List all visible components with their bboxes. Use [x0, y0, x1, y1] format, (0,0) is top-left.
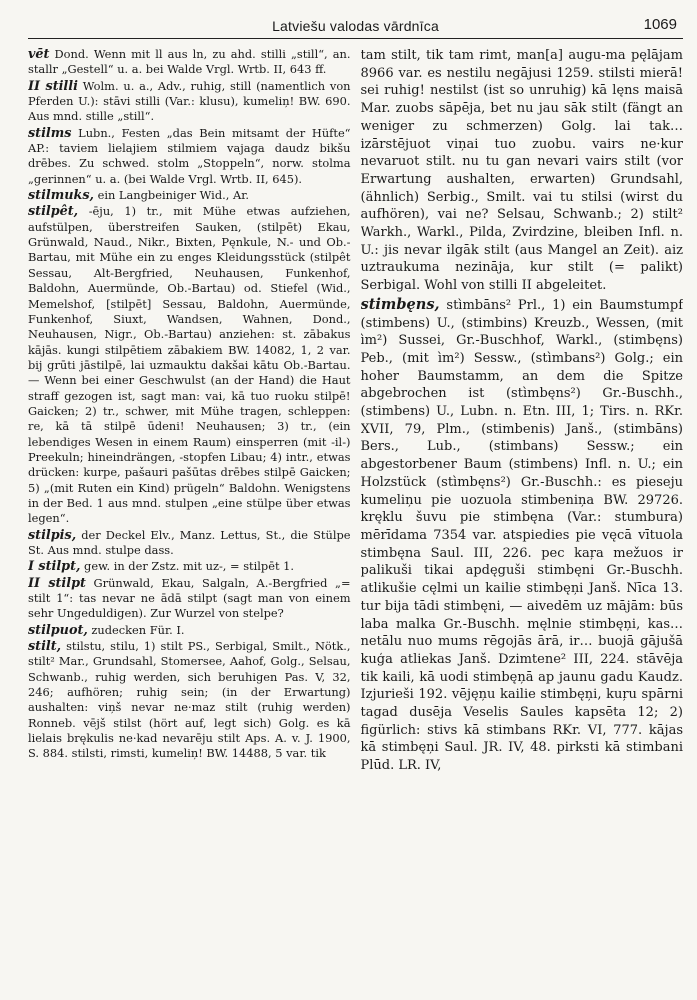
entry-headword: II stilpt: [28, 575, 86, 591]
entry-headword: stilpuot,: [28, 622, 88, 638]
page-header: [28, 14, 683, 39]
dictionary-entry: [28, 47, 351, 78]
dictionary-entry: [361, 296, 684, 775]
entry-headword: vēt: [28, 47, 50, 62]
dictionary-entry: [28, 126, 351, 187]
entry-headword: stilms: [28, 125, 72, 141]
entry-text: stilstu, stilu, 1) stilt PS., Serbigal, Smilt., Nötk., stilt² Mar., Grundsahl, Stomersee, Aahof, Golg., Selsau, Schwanb., ruhig werden, sich beruhigen Pas. V, 32, 246; aufhören; ruhig sein; (in der Erwartung) aushalten: viņš nevar ne·maz stilt (ruhig werden) Ronneb. vējš stilst (hört auf, legt sich) Golg. es kā lielais brękulis ne·kad nevarēju stilt Aps. A. v. J. 1900, S. 884. stilsti, rimsti, kumeliņ! BW. 14488, 5 var. tik: [28, 639, 351, 761]
dictionary-entry: [28, 623, 351, 638]
entry-headword: II stilli: [28, 78, 78, 94]
dictionary-entry: [28, 79, 351, 125]
entry-headword: stilpêt,: [28, 204, 79, 220]
two-column-body: [28, 47, 683, 999]
entry-text: Wolm. u. a., Adv., ruhig, still (namentlich von Pferden U.): stāvi stilli (Var.: klusu), kumeliņ! BW. 690. Aus mnd. stille „still“.: [28, 78, 351, 124]
entry-text: -ēju, 1) tr., mit Mühe etwas aufziehen, aufstülpen, überstreifen Sauken, (stilpēt) Ekau, Grünwald, Naud., Nikr., Bixten, Pęnkule, N.- und Ob.-Bartau, mit Mühe ein zu enges Kleidungsstück (stilpêt Sessau, Alt-Bergfried, Neuhausen, Funkenhof, Baldohn, Auermünde, Ob.-Bartau) od. Stiefel (Wid., Memelshof, [stilpēt] Sessau, Baldohn, Auermünde, Funkenhof, Siuxt, Wandsen, Wahnen, Dond., Neuhausen, Nigr., Ob.-Bartau) anziehen: st. zābakus kājās. kungi stilpētiem zābakiem BW. 14082, 1, 2 var. bij grūti jāstilpē, lai uzmauktu dakšai kātu Ob.-Bartau. — Wenn bei einer Geschwulst (an der Hand) die Haut straff gezogen ist, sagt man: vai, kā tuo ruoku stilpē! Gaicken; 2) tr., schwer, mit Mühe tragen, schleppen: re, kā tā stilpē ūdeni! Neuhausen; 3) tr., (ein lebendiges Wesen in einem Raum) einsperren (mit -il-) Preekuln; hineindrängen, -stopfen Libau; 4) intr., etwas drücken: kurpe, pašauri pašūtas drēbes stilpē Gaicken; 5) „(mit Ruten ein Kind) prügeln“ Baldohn. Wenigstens in der Bed. 1 aus mnd. stulpen „eine stülpe über etwas legen“.: [28, 204, 351, 526]
dictionary-entry: [28, 204, 351, 526]
right-column: [361, 47, 684, 999]
dictionary-entry: [28, 188, 351, 203]
entry-headword: stimbęns,: [360, 295, 440, 313]
running-title: Latviešu valodas vārdnīca: [272, 18, 439, 34]
entry-text: zudecken Für. I.: [91, 622, 185, 637]
entry-text: Dond. Wenn mit ll aus ln, zu ahd. stilli „still“, an. stallr „Gestell“ u. a. bei Walde Vrgl. Wrtb. II, 643 ff.: [28, 47, 351, 77]
dictionary-entry: [28, 639, 351, 762]
dictionary-entry: [28, 528, 351, 559]
entry-text: ein Langbeiniger Wid., Ar.: [97, 188, 250, 203]
dictionary-entry: [28, 559, 351, 574]
dictionary-entry: [361, 47, 684, 295]
page-number: 1069: [643, 16, 677, 33]
entry-text: gew. in der Zstz. mit uz-, = stilpēt 1.: [84, 559, 295, 574]
dictionary-entry: [28, 576, 351, 622]
entry-headword: stilpis,: [28, 527, 77, 543]
entry-headword: stilmuks,: [28, 188, 94, 204]
entry-headword: I stilpt,: [28, 559, 81, 575]
entry-text: tam stilt, tik tam rimt, man[a] augu-ma pęlājam 8966 var. es nestilu negājusi 1259. stilsti mierā! sei ruhig! nestilst (ist so unruhig) kā lęns maisā Mar. zuobs sāpēja, bet nu jau sāk stilt (fängt an weniger zu schmerzen) Golg. lai tak… izārstējuot viņai tuo zuobu. vairs ne·kur nevaruot stilt. nu tu gan nevari vairs stilt (vor Erwartung aushalten, erwarten) Grundsahl, (ähnlich) Serbig., Smilt. vai tu stilsi (wirst du aufhören), vai ne? Selsau, Schwanb.; 2) stilt² Warkh., Warkl., Pilda, Zvirdzine, bleiben Infl. n. U.: jis nevar ilgāk stilt (aus Mangel an Zeit). aiz uztraukuma nezināja, kur stilt (= palikt) Serbigal. Wohl von stilli II abgeleitet.: [360, 48, 683, 294]
left-column: [28, 47, 351, 999]
entry-headword: stilt,: [28, 639, 62, 655]
entry-text: Grünwald, Ekau, Salgaln, A.-Bergfried „= stilt 1“: tas nevar ne ādā stilpt (sagt man von einem sehr Ungeduldigen). Zur Wurzel von stelpe?: [28, 575, 351, 621]
entry-text: stìmbāns² Prl., 1) ein Baumstumpf (stimbens) U., (stimbins) Kreuzb., Wessen, (mit ìm²) Sussei, Gr.-Buschhof, Warkl., (stimbęns) Peb., (mit ìm²) Sessw., (stìmbans²) Golg.; ein hoher Baumstamm, an dem die Spitze abgebrochen ist (stìmbęns²) Gr.-Buschh., (stimbens) U., Lubn. n. Etn. III, 1; Tirs. n. RKr. XVII, 79, Plm., (stimbenis) Janš., (stimbāns) Bers., Lub., (stimbans) Sessw.; ein abgestorbener Baum (stimbens) Infl. n. U.; ein Holzstück (stìmbęns²) Gr.-Buschh.: es pieseju kumeliņu pie uozuola stimbeniņa BW. 29726. kręklu šuvu pie stimbęna (Var.: stumbura) mērīdama 7354 var. atspiedies pie vęcā vītuola stimbęna Saul. III, 226. pec kaŗa mežuos ir palikuši tikai apdęguši stimbęni Gr.-Buschh. atlikušie cęlmi un kailie stimbęņi Janš. Nīca 13. tur bija tādi stimbęni, — aivedēm uz mājām: būs laba malka Gr.-Buschh. męlnie stimbęņi, kas… netālu nuo mums rēgojās ārā, ir… buojā gājušā kuģa atliekas Janš. Dzimtene² III, 224. stāvēja tik kaili, kā uodi stimbęņā ap jaunu gadu Kaudz. Izjurieši 192. vējęņu kailie stimbęņi, kuŗu spārni tagad dusēja Veselis Saules kapsēta 12; 2) figürlich: stivs kā stimbans RKr. VI, 777. kājas kā stimbęņi Saul. JR. IV, 48. pirksti kā stimbani Plūd. LR. IV,: [360, 297, 683, 774]
entry-text: Lubn., Festen „das Bein mitsamt der Hüfte“ AP.: taviem lielajiem stilmiem vajaga daudz bikšu drēbes. Zu schwed. stolm „Stoppeln“, norw. stolma „gerinnen“ u. a. (bei Walde Vrgl. Wrtb. II, 645).: [28, 125, 351, 186]
entry-text: der Deckel Elv., Manz. Lettus, St., die Stülpe St. Aus mnd. stulpe dass.: [28, 527, 351, 557]
